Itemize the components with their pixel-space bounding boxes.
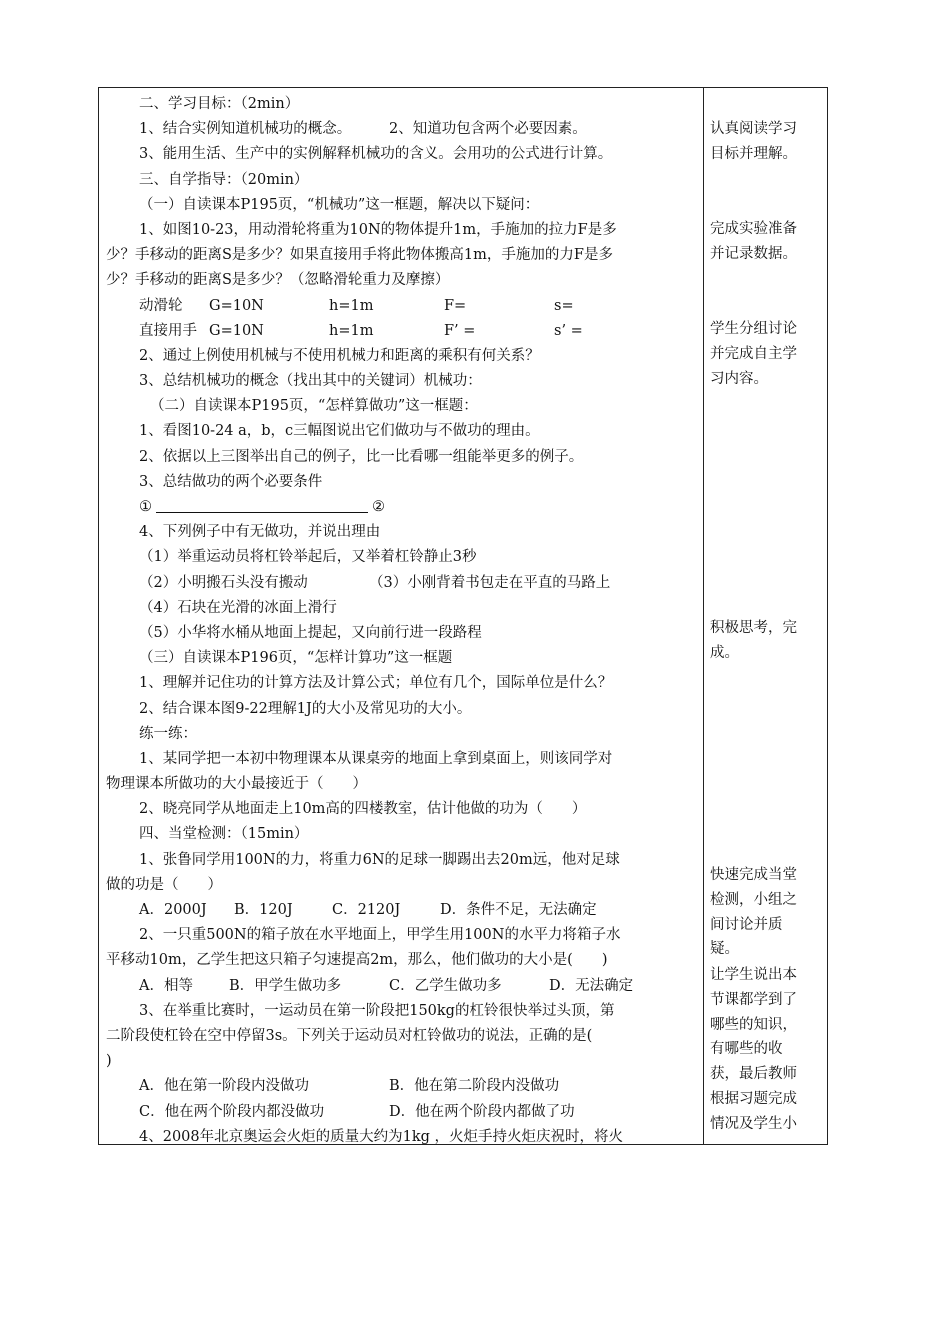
question-line: 4、下列例子中有无做功，并说出理由 <box>139 524 381 541</box>
section-guidance-heading: 三、自学指导：（20min） <box>139 171 309 188</box>
question-line: 1、看图10-24 a，b，c三幅图说出它们做功与不做功的理由。 <box>139 423 540 440</box>
question-line: 二阶段使杠铃在空中停留3s。下列关于运动员对杠铃做功的说法，正确的是( <box>106 1027 593 1044</box>
objective-line: 3、能用生活、生产中的实例解释机械功的含义。会用功的公式进行计算。 <box>139 146 613 163</box>
question-line: 3、总结做功的两个必要条件 <box>139 473 323 490</box>
options-line: A．他在第一阶段内没做功 B．他在第二阶段内没做功 <box>139 1078 560 1095</box>
question-line: 4、2008年北京奥运会火炬的质量大约为1kg ，火炬手持火炬庆祝时，将火 <box>139 1128 624 1145</box>
question-line: 少？手移动的距离S是多少？（忽略滑轮重力及摩擦） <box>106 272 450 289</box>
example-line: （2）小明搬石头没有搬动 （3）小刚背着书包走在平直的马路上 <box>139 574 611 591</box>
section-objectives-heading: 二、学习目标：（2min） <box>139 96 300 112</box>
subsection-heading: （一）自读课本P195页，“机械功”这一框题，解决以下疑问： <box>139 196 540 213</box>
question-line: 2、通过上例使用机械与不使用机械力和距离的乘积有何关系？ <box>139 347 540 364</box>
data-row-hand: 直接用手 G=10N h=1m F’ = s’ = <box>139 322 583 339</box>
fill-in-blank-line: ① ② <box>106 495 700 520</box>
question-line: 1、某同学把一本初中物理课本从课桌旁的地面上拿到桌面上，则该同学对 <box>139 750 613 767</box>
example-line: （5）小华将水桶从地面上提起，又向前行进一段路程 <box>139 624 482 641</box>
options-line: C．他在两个阶段内都没做功 D．他在两个阶段内都做了功 <box>139 1103 575 1120</box>
question-line: 物理课本所做功的大小最接近于（ ） <box>106 776 367 793</box>
question-line: 2、一只重500N的箱子放在水平地面上，甲学生用100N的水平力将箱子水 <box>139 927 621 944</box>
question-line: 少？手移动的距离S是多少？如果直接用手将此物体搬高1m，手施加的力F是多 <box>106 247 613 264</box>
section-test-heading: 四、当堂检测：（15min） <box>139 826 309 843</box>
question-line: 平移动10m，乙学生把这只箱子匀速提高2m，那么，他们做功的大小是( ) <box>106 952 608 969</box>
objective-line: 1、结合实例知道机械功的概念。 2、知道功包含两个必要因素。 <box>139 121 587 138</box>
practice-heading: 练一练： <box>139 725 197 742</box>
options-line: A．相等 B．甲学生做功多 C．乙学生做功多 D．无法确定 <box>139 977 634 994</box>
side-note: 积极思考，完 成。 <box>710 620 797 661</box>
side-note: 快速完成当堂 检测，小组之 间讨论并质 疑。 <box>710 867 797 958</box>
question-line: 3、总结机械功的概念（找出其中的关键词）机械功： <box>139 373 482 390</box>
question-line: ) <box>106 1053 112 1070</box>
column-divider <box>703 87 704 1145</box>
question-line: 1、理解并记住功的计算方法及计算公式；单位有几个，国际单位是什么？ <box>139 675 613 692</box>
side-note: 完成实验准备 并记录数据。 <box>710 221 797 262</box>
answer-blank[interactable] <box>156 496 368 513</box>
main-column <box>106 92 700 1150</box>
question-line: 做的功是（ ） <box>106 876 222 893</box>
question-line: 3、在举重比赛时，一运动员在第一阶段把150kg的杠铃很快举过头顶，第 <box>139 1002 615 1019</box>
subsection-heading: （二）自读课本P195页，“怎样算做功”这一框题： <box>150 398 478 415</box>
side-note: 让学生说出本 节课都学到了 哪些的知识， 有哪些的收 获，最后教师 根据习题完成 情况及学生小 <box>710 967 797 1132</box>
question-line: 1、张鲁同学用100N的力，将重力6N的足球一脚踢出去20m远，他对足球 <box>139 851 620 868</box>
data-row-pulley: 动滑轮 G=10N h=1m F= s= <box>139 297 574 314</box>
question-line: 2、依据以上三图举出自己的例子，比一比看哪一组能举更多的例子。 <box>139 448 584 465</box>
subsection-heading: （三）自读课本P196页，“怎样计算功”这一框题 <box>139 650 453 667</box>
side-note: 认真阅读学习 目标并理解。 <box>710 121 797 162</box>
question-line: 1、如图10-23，用动滑轮将重为10N的物体提升1m，手施加的拉力F是多 <box>139 221 617 238</box>
question-line: 2、晓亮同学从地面走上10m高的四楼教室，估计他做的功为（ ） <box>139 801 587 818</box>
side-note: 学生分组讨论 并完成自主学 习内容。 <box>710 321 797 387</box>
question-line: 2、结合课本图9-22理解1J的大小及常见功的大小。 <box>139 700 472 717</box>
options-line: A．2000J B．120J C．2120J D．条件不足，无法确定 <box>139 902 597 918</box>
example-line: （4）石块在光滑的冰面上滑行 <box>139 599 337 616</box>
example-line: （1）举重运动员将杠铃举起后，又举着杠铃静止3秒 <box>139 549 477 566</box>
